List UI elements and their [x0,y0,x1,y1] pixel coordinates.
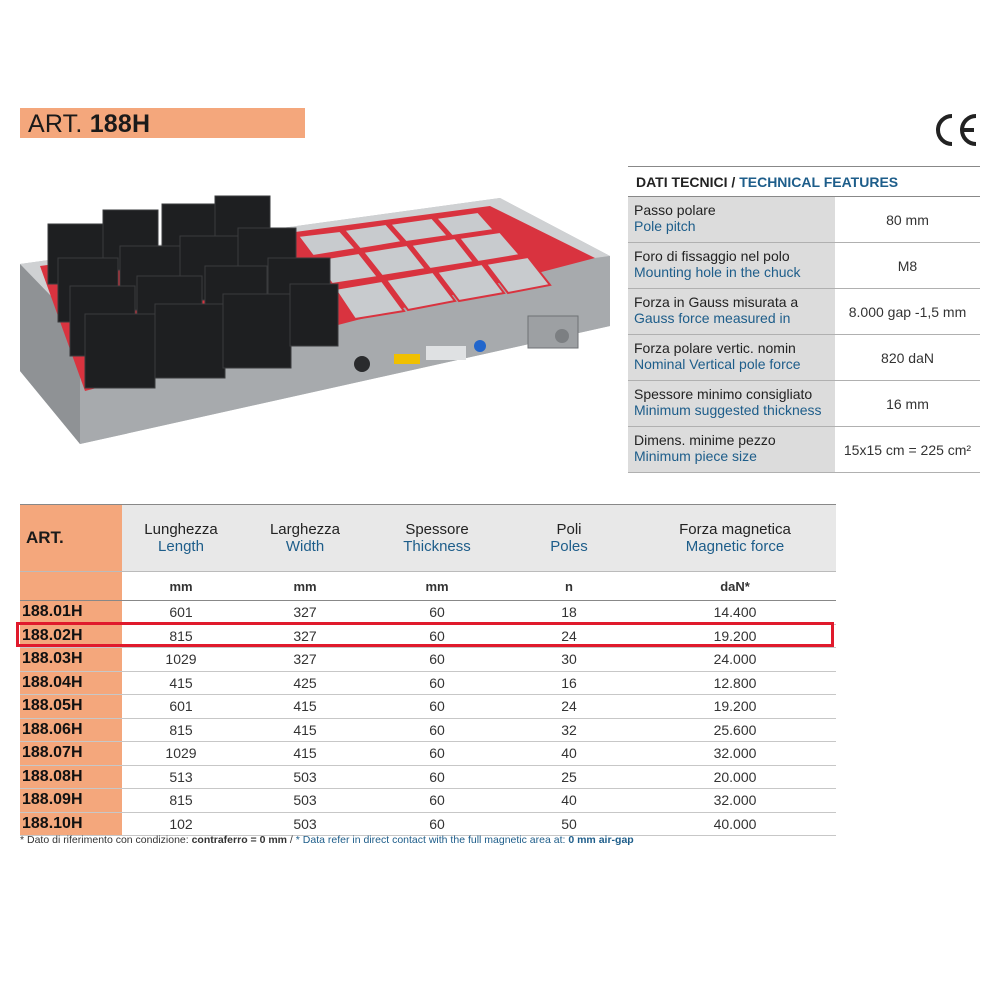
tech-label-en: Mounting hole in the chuck [634,264,801,280]
table-cell: 32.000 [713,792,757,809]
tech-title-it: DATI TECNICI / [636,174,740,190]
footnote-separator: / [287,834,296,846]
table-cell: 16 [561,674,577,691]
art-code-cell: 188.08H [20,766,122,789]
column-header-it: Forza magnetica [679,521,791,538]
table-cell: 19.200 [713,627,757,644]
tech-label-it: Spessore minimo consigliato [634,386,813,402]
column-header [122,505,240,571]
art-code-cell: 188.01H [20,601,122,624]
table-row [20,813,836,837]
table-cell: 503 [293,792,317,809]
table-cell: 601 [169,604,193,621]
table-cell: 102 [169,815,193,832]
table-row [20,766,836,790]
technical-features-table [628,166,980,473]
column-header-en: Magnetic force [685,538,785,555]
tech-value: 8.000 gap -1,5 mm [848,303,967,320]
table-cell: 1029 [165,745,197,762]
table-cell: 60 [429,745,445,762]
table-cell: 30 [561,651,577,668]
table-cell: 60 [429,768,445,785]
table-cell: 60 [429,721,445,738]
models-table-header [20,504,836,571]
table-cell: 60 [429,815,445,832]
table-cell: 50 [561,815,577,832]
tech-row [628,289,980,335]
tech-row [628,243,980,289]
table-cell: 40 [561,745,577,762]
table-cell: 425 [293,674,317,691]
highlighted-row-outline [16,622,834,647]
art-code-cell: 188.03H [20,648,122,671]
ce-mark-logo [932,112,980,154]
table-cell: 503 [293,768,317,785]
table-row [20,601,836,625]
art-number: 188H [89,110,151,138]
table-row [20,672,836,696]
table-cell: 327 [293,627,317,644]
table-cell: 32.000 [713,745,757,762]
unit-cell: n [565,578,573,594]
art-column-header: ART. [20,505,122,571]
column-header-it: Lunghezza [144,521,218,538]
table-cell: 815 [169,627,193,644]
table-cell: 60 [429,651,445,668]
table-cell: 327 [293,651,317,668]
tech-row [628,427,980,473]
column-header-it: Poli [556,521,582,538]
column-header-en: Poles [550,538,588,555]
column-header-it: Spessore [405,521,469,538]
table-row [20,695,836,719]
column-header [240,505,370,571]
tech-value: M8 [897,257,918,274]
table-cell: 60 [429,792,445,809]
column-header-en: Length [158,538,204,555]
tech-label-it: Forza in Gauss misurata a [634,294,799,310]
footnote-en-prefix: * Data refer in direct contact with the full magnetic area at: [295,834,569,846]
tech-label-it: Dimens. minime pezzo [634,432,776,448]
table-cell: 60 [429,604,445,621]
unit-cell: mm [169,578,193,594]
table-cell: 25 [561,768,577,785]
footnote [20,834,634,846]
tech-label-it: Forza polare vertic. nomin [634,340,796,356]
table-cell: 815 [169,792,193,809]
tech-row [628,335,980,381]
tech-label-en: Gauss force measured in [634,310,791,326]
tech-value: 16 mm [886,395,929,412]
column-header [370,505,504,571]
unit-cell: daN* [720,578,750,594]
tech-row [628,197,980,243]
footnote-en-bold: 0 mm air-gap [568,834,634,846]
table-cell: 40 [561,792,577,809]
tech-label-en: Nominal Vertical pole force [634,356,801,372]
page-title [28,111,150,137]
table-cell: 601 [169,698,193,715]
table-row [20,648,836,672]
tech-label-en: Pole pitch [634,218,696,234]
table-cell: 415 [293,745,317,762]
table-cell: 415 [293,698,317,715]
table-cell: 503 [293,815,317,832]
table-cell: 415 [293,721,317,738]
table-cell: 19.200 [713,698,757,715]
table-cell: 60 [429,627,445,644]
table-cell: 25.600 [713,721,757,738]
tech-value: 15x15 cm = 225 cm² [843,441,972,458]
table-cell: 60 [429,698,445,715]
units-row [20,571,836,601]
table-cell: 18 [561,604,577,621]
units-art-cell [20,572,122,600]
table-cell: 415 [169,674,193,691]
art-code-cell: 188.02H [20,625,122,648]
art-code-cell: 188.05H [20,695,122,718]
tech-value: 820 daN [881,349,934,366]
table-cell: 24 [561,698,577,715]
tech-label-it: Foro di fissaggio nel polo [634,248,790,264]
tech-title-en: TECHNICAL FEATURES [739,174,899,190]
footnote-it-bold: contraferro = 0 mm [191,834,288,846]
models-table [20,504,836,836]
column-header [634,505,836,571]
art-code-cell: 188.06H [20,719,122,742]
art-prefix: ART. [28,110,83,138]
ce-mark-icon [932,112,980,148]
technical-features-header [628,166,980,197]
table-cell: 12.800 [713,674,757,691]
tech-label-en: Minimum suggested thickness [634,402,822,418]
table-cell: 40.000 [713,815,757,832]
table-row [20,789,836,813]
table-cell: 24.000 [713,651,757,668]
table-cell: 20.000 [713,768,757,785]
table-cell: 14.400 [713,604,757,621]
column-header [504,505,634,571]
art-code-cell: 188.09H [20,789,122,812]
art-code-cell: 188.04H [20,672,122,695]
table-cell: 327 [293,604,317,621]
table-cell: 32 [561,721,577,738]
table-row [20,719,836,743]
table-cell: 60 [429,674,445,691]
tech-value: 80 mm [886,211,929,228]
unit-cell: mm [293,578,317,594]
column-header-en: Width [285,538,325,555]
column-header-it: Larghezza [269,521,341,538]
magnetic-chuck-image [10,186,620,456]
footnote-it-prefix: * Dato di riferimento con condizione: [20,834,192,846]
tech-row [628,381,980,427]
art-code-cell: 188.07H [20,742,122,765]
table-cell: 24 [561,627,577,644]
table-cell: 513 [169,768,193,785]
art-code-cell: 188.10H [20,813,122,836]
table-cell: 1029 [165,651,197,668]
table-cell: 815 [169,721,193,738]
tech-label-it: Passo polare [634,202,716,218]
table-row [20,742,836,766]
unit-cell: mm [425,578,449,594]
column-header-en: Thickness [403,538,471,555]
tech-label-en: Minimum piece size [634,448,757,464]
